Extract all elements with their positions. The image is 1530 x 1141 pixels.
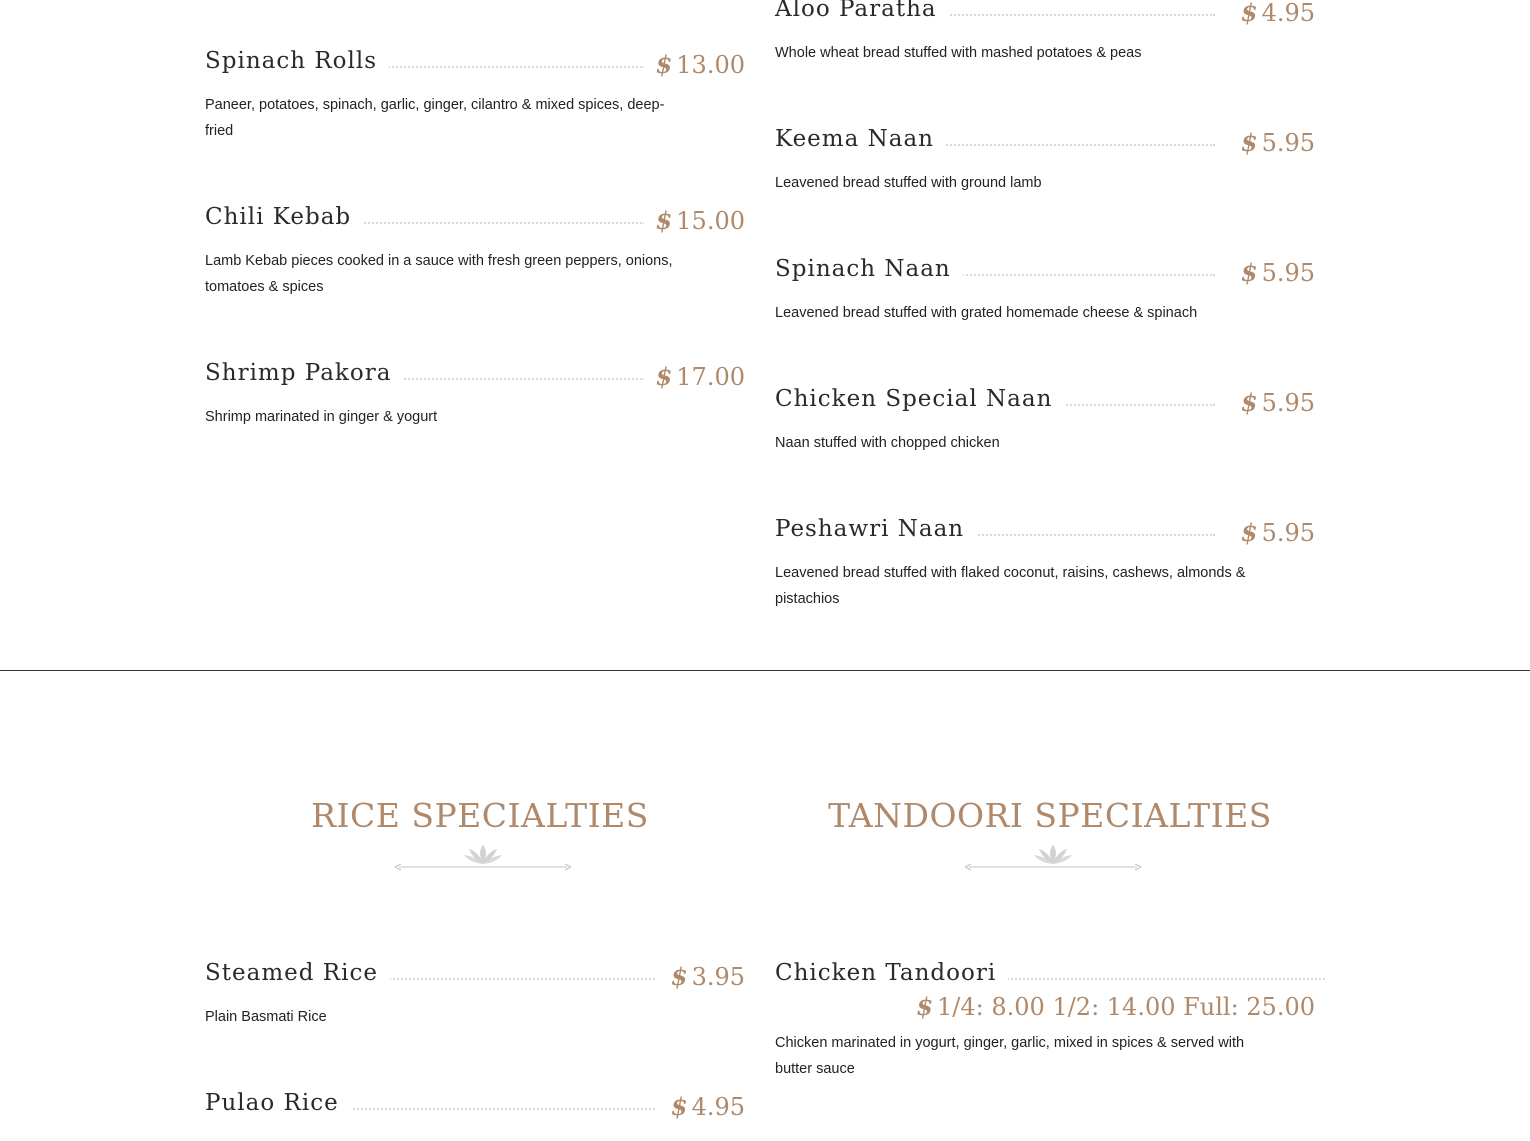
menu-item [205,202,745,300]
menu-item-description: Leavened bread stuffed with grated homemade cheese & spinach [775,305,1198,321]
menu-item-name: Spinach Naan [775,254,963,284]
menu-item-description: Lamb Kebab pieces cooked in a sauce with fresh green peppers, onions, tomatoes & spices [205,253,673,295]
menu-item-name: Pulao Rice [205,1088,351,1118]
left-menu-column [205,0,745,670]
menu-item [775,958,1315,1082]
currency-symbol: $ [655,206,673,235]
menu-item-name: Aloo Paratha [775,0,949,24]
menu-item [775,124,1315,196]
menu-item-price [1229,518,1315,548]
menu-item-description: Chicken marinated in yogurt, ginger, garlic, mixed in spices & served with butter sauce [775,1035,1245,1077]
currency-symbol: $ [1240,0,1258,27]
menu-item-name: Keema Naan [775,124,946,154]
menu-item [205,958,745,1030]
price-value: 17.00 [676,363,745,391]
menu-item-price [659,1092,745,1122]
currency-symbol: $ [1240,258,1258,287]
price-value: 5.95 [1261,389,1315,417]
menu-item [205,358,745,430]
currency-symbol: $ [670,962,688,991]
currency-symbol: $ [655,362,673,391]
menu-item [775,514,1315,612]
price-value: 4.95 [1261,0,1315,27]
menu-item-price [1229,258,1315,288]
menu-item-name: Chicken Special Naan [775,384,1064,414]
lotus-ornament-icon [963,844,1143,874]
menu-item-description: Leavened bread stuffed with ground lamb [775,175,1042,191]
menu-item-description: Paneer, potatoes, spinach, garlic, ginger, cilantro & mixed spices, deep-fried [205,97,665,139]
menu-item-price [644,206,745,236]
menu-item [775,0,1315,66]
menu-item-name: Peshawri Naan [775,514,976,544]
currency-symbol: $ [1240,128,1258,157]
menu-item [775,384,1315,456]
menu-item-description: Naan stuffed with chopped chicken [775,435,1000,451]
menu-item-price [644,362,745,392]
price-value: 15.00 [676,207,745,235]
price-value: 3.95 [691,963,745,991]
currency-symbol: $ [1240,388,1258,417]
rice-section-title: RICE SPECIALTIES [311,796,649,835]
menu-item-price [1229,388,1315,418]
price-value: 4.95 [691,1093,745,1121]
currency-symbol: $ [670,1092,688,1121]
menu-item-description: Plain Basmati Rice [205,1009,327,1025]
currency-symbol: $ [655,50,673,79]
menu-item-name: Chili Kebab [205,202,363,232]
menu-item-name: Spinach Rolls [205,46,389,76]
menu-item-name: Shrimp Pakora [205,358,403,388]
menu-item [775,254,1315,326]
menu-item-name: Chicken Tandoori [775,958,1008,988]
lotus-ornament-icon [393,844,573,874]
menu-item-description: Whole wheat bread stuffed with mashed potatoes & peas [775,45,1142,61]
menu-item-price [659,962,745,992]
tandoori-menu-column [775,958,1315,1141]
menu-item [205,1088,745,1128]
menu-item-name: Steamed Rice [205,958,390,988]
price-value: 13.00 [676,51,745,79]
right-menu-column [775,0,1315,670]
price-value: 5.95 [1261,129,1315,157]
price-value: 1/4: 8.00 1/2: 14.00 Full: 25.00 [937,993,1315,1021]
section-divider [0,670,1530,671]
rice-menu-column [205,958,745,1141]
menu-item-description: Leavened bread stuffed with flaked coconut, raisins, cashews, almonds & pistachios [775,565,1246,607]
price-value: 5.95 [1261,519,1315,547]
menu-item-price [1229,0,1315,28]
price-value: 5.95 [1261,259,1315,287]
menu-item [205,46,745,144]
currency-symbol: $ [1240,518,1258,547]
menu-item-price [644,50,745,80]
menu-item-price [1229,128,1315,158]
menu-item-description: Shrimp marinated in ginger & yogurt [205,409,438,425]
tandoori-section-title: TANDOORI SPECIALTIES [828,796,1272,835]
currency-symbol: $ [916,992,934,1021]
